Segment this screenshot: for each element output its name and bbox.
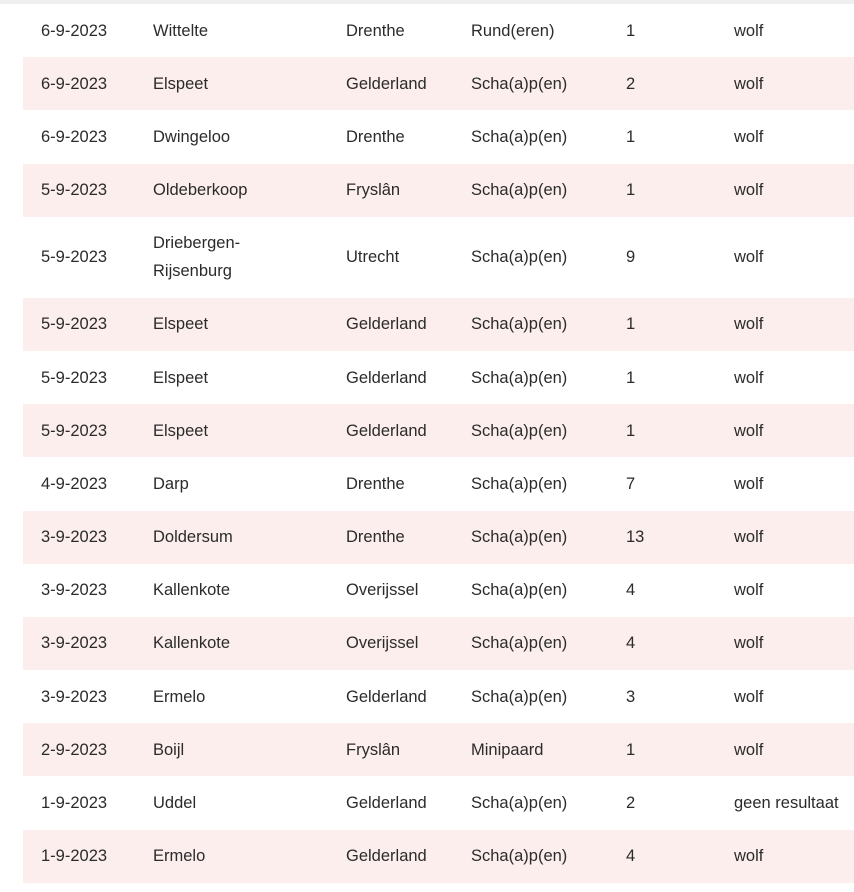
count-cell: 4 — [626, 581, 636, 600]
animal-cell: Scha(a)p(en) — [471, 634, 568, 653]
date-cell: 3-9-2023 — [41, 634, 108, 653]
table-row — [23, 164, 854, 217]
date-cell: 6-9-2023 — [41, 21, 108, 40]
count-cell: 1 — [626, 127, 636, 146]
animal-cell: Scha(a)p(en) — [471, 368, 568, 387]
table-row — [23, 830, 854, 883]
animal-cell: Scha(a)p(en) — [471, 794, 568, 813]
date-cell: 2-9-2023 — [41, 740, 108, 759]
animal-cell: Scha(a)p(en) — [471, 74, 568, 93]
table-row — [23, 670, 854, 723]
result-cell: wolf — [734, 315, 764, 334]
animal-cell: Scha(a)p(en) — [471, 181, 568, 200]
result-cell: wolf — [734, 847, 764, 866]
place-cell: Kallenkote — [153, 634, 231, 653]
province-cell: Fryslân — [346, 740, 401, 759]
date-cell: 5-9-2023 — [41, 248, 108, 267]
date-cell: 3-9-2023 — [41, 581, 108, 600]
province-cell: Gelderland — [346, 847, 427, 866]
table-row — [23, 57, 854, 110]
animal-cell: Minipaard — [471, 740, 544, 759]
animal-cell: Scha(a)p(en) — [471, 248, 568, 267]
animal-cell: Scha(a)p(en) — [471, 127, 568, 146]
province-cell: Drenthe — [346, 127, 405, 146]
table-row — [23, 298, 854, 351]
province-cell: Gelderland — [346, 794, 427, 813]
result-cell: wolf — [734, 421, 764, 440]
date-cell: 5-9-2023 — [41, 315, 108, 334]
table-row — [23, 617, 854, 670]
count-cell: 1 — [626, 315, 636, 334]
count-cell: 2 — [626, 74, 636, 93]
count-cell: 1 — [626, 368, 636, 387]
table-row — [23, 457, 854, 510]
date-cell: 3-9-2023 — [41, 528, 108, 547]
count-cell: 4 — [626, 634, 636, 653]
date-cell: 6-9-2023 — [41, 74, 108, 93]
result-cell: wolf — [734, 21, 764, 40]
place-cell: Wittelte — [153, 21, 209, 40]
animal-cell: Scha(a)p(en) — [471, 474, 568, 493]
place-cell: Dwingeloo — [153, 127, 231, 146]
place-cell: Boijl — [153, 740, 185, 759]
table-row — [23, 723, 854, 776]
place-cell: Elspeet — [153, 421, 209, 440]
count-cell: 1 — [626, 740, 636, 759]
table-row — [23, 351, 854, 404]
place-cell: Elspeet — [153, 368, 209, 387]
place-cell: Darp — [153, 474, 189, 493]
province-cell: Drenthe — [346, 474, 405, 493]
animal-cell: Scha(a)p(en) — [471, 687, 568, 706]
result-cell: wolf — [734, 687, 764, 706]
place-cell: Ermelo — [153, 687, 206, 706]
date-cell: 5-9-2023 — [41, 421, 108, 440]
result-cell: wolf — [734, 181, 764, 200]
count-cell: 7 — [626, 474, 636, 493]
province-cell: Gelderland — [346, 74, 427, 93]
animal-cell: Scha(a)p(en) — [471, 847, 568, 866]
result-cell: wolf — [734, 127, 764, 146]
animal-cell: Rund(eren) — [471, 21, 555, 40]
date-cell: 5-9-2023 — [41, 368, 108, 387]
result-cell: wolf — [734, 581, 764, 600]
province-cell: Drenthe — [346, 528, 405, 547]
date-cell: 5-9-2023 — [41, 181, 108, 200]
place-cell: Driebergen-Rijsenburg — [153, 234, 241, 281]
place-cell: Elspeet — [153, 315, 209, 334]
result-cell: wolf — [734, 474, 764, 493]
result-cell: wolf — [734, 74, 764, 93]
incidents-table — [23, 4, 854, 883]
count-cell: 13 — [626, 528, 645, 547]
table-row — [23, 217, 854, 298]
animal-cell: Scha(a)p(en) — [471, 421, 568, 440]
table-row — [23, 564, 854, 617]
result-cell: wolf — [734, 634, 764, 653]
result-cell: geen resultaat — [734, 794, 839, 813]
result-cell: wolf — [734, 740, 764, 759]
count-cell: 9 — [626, 248, 636, 267]
count-cell: 2 — [626, 794, 636, 813]
province-cell: Gelderland — [346, 421, 427, 440]
date-cell: 1-9-2023 — [41, 847, 108, 866]
count-cell: 1 — [626, 181, 636, 200]
date-cell: 1-9-2023 — [41, 794, 108, 813]
result-cell: wolf — [734, 368, 764, 387]
count-cell: 3 — [626, 687, 636, 706]
table-row — [23, 404, 854, 457]
result-cell: wolf — [734, 248, 764, 267]
date-cell: 3-9-2023 — [41, 687, 108, 706]
table-row — [23, 110, 854, 163]
date-cell: 6-9-2023 — [41, 127, 108, 146]
province-cell: Overijssel — [346, 634, 419, 653]
animal-cell: Scha(a)p(en) — [471, 315, 568, 334]
table-row — [23, 4, 854, 57]
result-cell: wolf — [734, 528, 764, 547]
province-cell: Gelderland — [346, 368, 427, 387]
province-cell: Fryslân — [346, 181, 401, 200]
province-cell: Overijssel — [346, 581, 419, 600]
province-cell: Drenthe — [346, 21, 405, 40]
province-cell: Gelderland — [346, 687, 427, 706]
place-cell: Doldersum — [153, 528, 233, 547]
date-cell: 4-9-2023 — [41, 474, 108, 493]
table-row — [23, 776, 854, 829]
count-cell: 1 — [626, 21, 636, 40]
place-cell: Ermelo — [153, 847, 206, 866]
animal-cell: Scha(a)p(en) — [471, 581, 568, 600]
count-cell: 1 — [626, 421, 636, 440]
animal-cell: Scha(a)p(en) — [471, 528, 568, 547]
count-cell: 4 — [626, 847, 636, 866]
province-cell: Gelderland — [346, 315, 427, 334]
place-cell: Kallenkote — [153, 581, 231, 600]
place-cell: Elspeet — [153, 74, 209, 93]
place-cell: Oldeberkoop — [153, 181, 248, 200]
place-cell: Uddel — [153, 794, 197, 813]
province-cell: Utrecht — [346, 248, 400, 267]
table-row — [23, 511, 854, 564]
